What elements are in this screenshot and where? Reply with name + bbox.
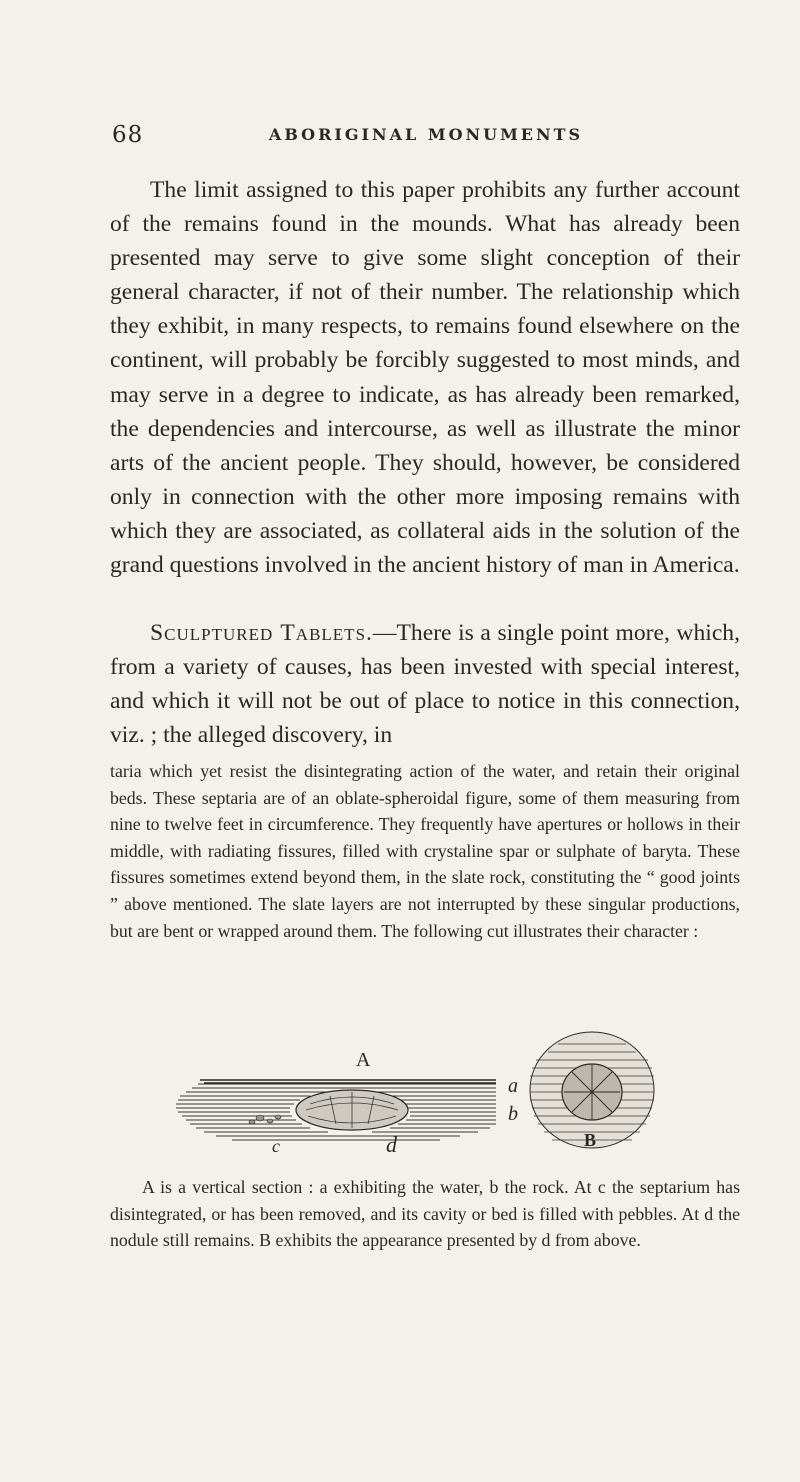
water-band (200, 1080, 496, 1083)
figure-caption: A is a vertical section : a exhibiting the water, b the rock. At c the septarium has disintegrated, or has been removed, and its cavity or bed is filled with pebbles. At d the nodule still remains. B exhibits the appearance presented by d from above. (110, 1177, 740, 1251)
septaria-engraving (160, 1000, 660, 1160)
paragraph-remains-summary: The limit assigned to this paper prohibits any further account of the remains found in the mounds. What has already been presented may serve to give some slight conception of their general character, if not of their number. The relationship which they exhibit, in many respects, to remains found elsewhere on the continent, will probably be forcibly suggested to most minds, and may serve in a degree to indicate, as has already been remarked, the dependencies and intercourse, as well as illustrate the minor arts of the ancient people. They should, however, be considered only in connection with the other more imposing remains with which they are associated, as collateral aids in the solution of the grand questions involved in the ancient history of man in America. (110, 177, 740, 579)
footnote-septaria-description: taria which yet resist the disintegrating action of the water, and retain their original beds. These septaria are of an oblate-spheroidal figure, some of them measuring from nine to twelve feet in circumference. They frequently have apertures or hollows in their middle, with radiating fissures, filled with crystaline spar or sulphate of baryta. These fissures sometimes extend beyond them, in the slate rock, constituting the “ good joints ” above mentioned. The slate layers are not interrupted by these singular productions, but are bent or wrapped around them. The following cut illustrates their character : (110, 761, 740, 941)
paragraph-sculptured-tablets-body: —There is a single point more, which, from a variety of causes, has been invested with special interest, and which it will not be out of place to notice in this connection, viz. ; the alleged discovery, in (110, 620, 740, 749)
figure-label-d: d (386, 1132, 397, 1157)
figure-label-c: c (272, 1136, 280, 1156)
septaria-figure (160, 1000, 660, 1160)
figure-label-a: a (508, 1075, 518, 1097)
paragraph-sculptured-tablets (110, 616, 740, 752)
figure-label-A: A (356, 1049, 371, 1071)
page-number: 68 (112, 122, 144, 148)
section-heading-sculptured-tablets: Sculptured Tablets. (150, 620, 373, 646)
figure-label-B: B (584, 1130, 597, 1150)
page-header (112, 122, 740, 152)
figure-label-b: b (508, 1103, 518, 1125)
running-head: ABORIGINAL MONUMENTS (268, 125, 584, 144)
